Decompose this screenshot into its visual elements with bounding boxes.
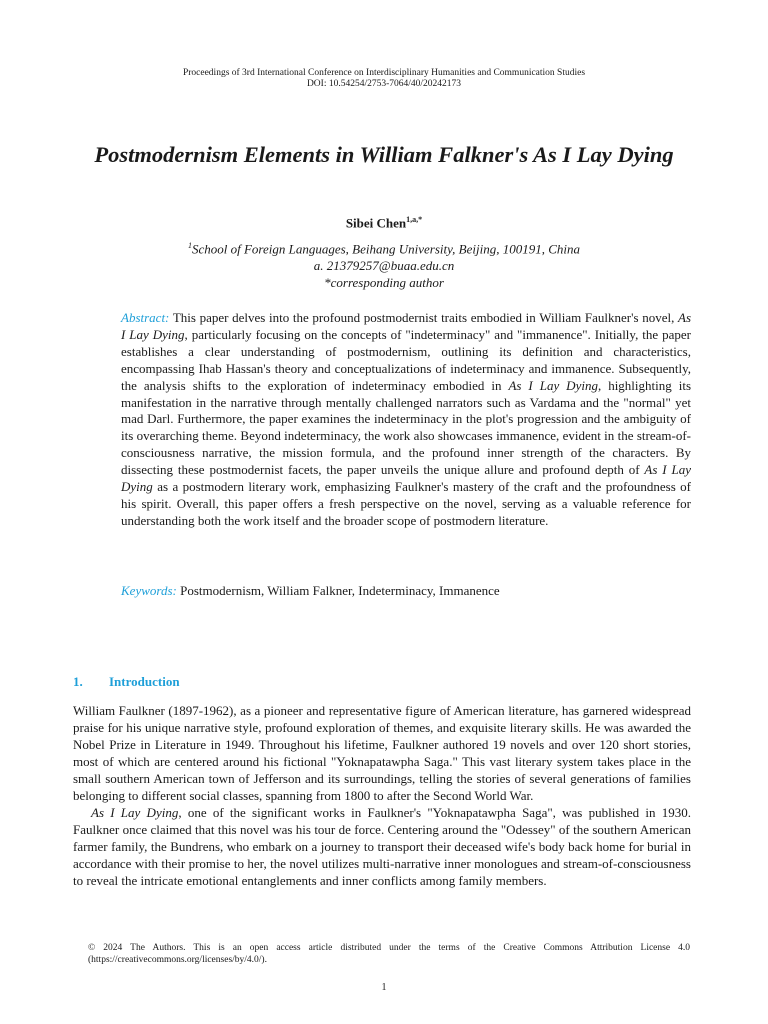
section-title: Introduction: [109, 674, 180, 689]
keywords: [121, 583, 691, 599]
corresponding-author-note: *corresponding author: [324, 275, 444, 291]
section-heading: [73, 674, 180, 690]
body-text: [73, 702, 691, 889]
abstract-label: Abstract:: [121, 310, 170, 325]
affiliation-institution: $^1$School of Foreign Languages, Beihang University, Beijing, 100191, China: [187, 241, 581, 257]
affiliation: [0, 237, 768, 291]
abstract: Abstract: This paper delves into the profound postmodernist traits embodied in William Faulkner's novel, As I Lay Dying, particularly focusing on the concepts of "indeterminacy" and "immanence". Initially, the paper establishes a clear understanding of postmodernism, outlining its definition and characteristics, encompassing Ihab Hassan's theory and conceptualizations of indeterminacy and immanence. Subsequently, the analysis shifts to the exploration of indeterminacy embodied in As I Lay Dying, highlighting its manifestation in the narrative through mentally challenged narrators such as Vardama and the "normal" yet mad Darl. Furthermore, the paper examines the indeterminacy in the plot's progression and the ambiguity of its overarching theme. Beyond indeterminacy, the work also showcases immanence, evident in the stream-of-consciousness narrative, the mission formula, and the profound inner strength of the characters. By dissecting these postmodernist facets, the paper unveils the unique allure and profound depth of As I Lay Dying as a postmodern literary work, emphasizing Faulkner's mastery of the craft and the profoundness of his spirit. Overall, this paper offers a fresh perspective on the novel, serving as a valuable reference for understanding both the work itself and the broader scope of postmodern literature.: [121, 310, 692, 528]
doi: DOI: 10.54254/2753-7064/40/20242173: [306, 79, 462, 89]
work-title: As I Lay Dying: [91, 805, 179, 820]
keywords-label: Keywords:: [121, 583, 177, 598]
paper-title: Postmodernism Elements in William Falkner's As I Lay Dying: [94, 142, 674, 167]
work-title: As I Lay Dying: [121, 310, 691, 342]
work-title: As I Lay Dying: [121, 462, 691, 495]
author: [0, 215, 768, 231]
author-name: Sibei Chen: [345, 215, 407, 231]
page-number: 1: [381, 982, 387, 993]
keywords-list: Postmodernism, William Falkner, Indeterminacy, Immanence: [176, 583, 500, 598]
affiliation-email: a. 21379257@buaa.edu.cn: [313, 258, 455, 274]
running-head: [0, 68, 768, 90]
paragraph: As I Lay Dying, one of the significant works in Faulkner's "Yoknapatawpha Saga", was published in 1930. Faulkner once claimed that this novel was his tour de force. Centering around the "Odessey" of the southern American farmer family, the Bundrens, who embark on a journey to transport their deceased wife's body back home for burial in accordance with their promise to her, the novel utilizes multi-narrative inner monologues and stream-of-consciousness to reveal the intricate emotional entanglements and inner conflicts among family members.: [73, 805, 691, 888]
work-title: As I Lay Dying: [508, 377, 598, 393]
section-number: 1.: [73, 674, 83, 689]
paragraph: William Faulkner (1897-1962), as a pioneer and representative figure of American literature, has garnered widespread praise for his unique narrative style, profound exploration of themes, and exquisite literary skills. He was awarded the Nobel Prize in Literature in 1949. Throughout his lifetime, Faulkner authored 19 novels and over 120 short stories, most of which are centered around his fictional "Yoknapatawpha Saga." This vast literary system takes place in the small southern American town of Jefferson and its surroundings, telling the stories of several generations of families belonging to different social classes, spanning from 1800 to after the Second World War.: [73, 703, 691, 803]
author-superscript: 1,a,*: [406, 215, 423, 224]
license-footnote: © 2024 The Authors. This is an open access article distributed under the terms of the Creative Commons Attribution License 4.0 (https://creativecommons.org/licenses/by/4.0/).: [88, 943, 690, 965]
affiliation-superscript: 1: [187, 241, 192, 250]
conference-name: Proceedings of 3rd International Conference on Interdisciplinary Humanities and Communication Studies: [182, 68, 586, 78]
